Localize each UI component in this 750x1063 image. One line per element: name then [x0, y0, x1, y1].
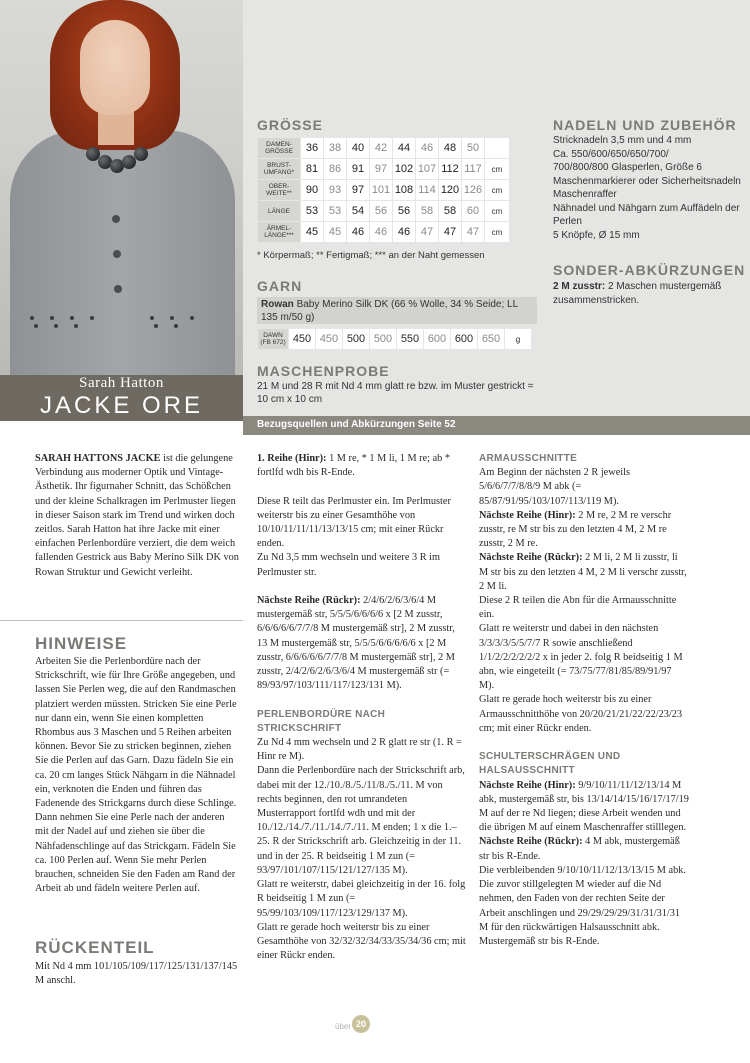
- designer-name: Sarah Hatton: [79, 375, 164, 391]
- size-cell: 60: [462, 201, 485, 222]
- needles-line: 5 Knöpfe, Ø 15 mm: [553, 229, 640, 241]
- size-cell: 97: [347, 180, 370, 201]
- size-table: [257, 137, 510, 243]
- yarn-cell: 600: [451, 329, 478, 350]
- yarn-cell: 500: [343, 329, 370, 350]
- beaded-border-heading: PERLENBORDÜRE NACH STRICKSCHRIFT: [257, 708, 386, 734]
- notes-heading: HINWEISE: [35, 634, 128, 653]
- size-unit: [485, 138, 510, 159]
- size-cell: 53: [324, 201, 347, 222]
- intro-text: SARAH HATTONS JACKE ist die gelungene Verbindung aus moderner Optik und Vintage-Ästhetik. Ihr figurnaher Schnitt, das Schößchen und der kleine Schalkragen im Perlmuster liegen in dieser Saison stark im Trend und wirken doch zeitlos. Sarah Hatton hat ihre Jacke mit einer einfachen Perlenbordüre verziert, die dem weich fallenden Gestrick aus Baby Merino Silk DK von Rowan Struktur und Gewicht verleiht.: [35, 453, 239, 578]
- yarn-cell: 650: [478, 329, 505, 350]
- size-cell: 45: [301, 222, 324, 243]
- size-cell: 101: [370, 180, 393, 201]
- size-cell: 36: [301, 138, 324, 159]
- instructions-column-3: ARMAUSSCHNITTE Am Beginn der nächsten 2 R jeweils 5/6/6/7/7/8/8/9 M abk (= 85/87/91/95/103/107/113/119 M). Nächste Reihe (Hinr): 2 M re, 2 M re verschr zusstr, re M str bis zu den letzten 4 M, 2 M re zusstr, 2 M re. Nächste Reihe (Rückr): 2 M li, 2 M li zusstr, li M str bis zu den letzten 4 M, 2 M li verschr zusstr, 2 M li. Diese 2 R teilen die Abn für die Armausschnitte ein. Glatt re weiterstr und dabei in den nächsten 3/3/3/3/5/5/7/7 R sowie anschließend 1/1/2/2/2/2/2/2 x in jeder 2. folg R beidseitig 1 M abn, wie eingeteilt (= 73/75/77/81/85/89/91/97 M). Glatt re gerade hoch weiterstr bis zu einer Armausschnitthöhe von 20/20/21/21/22/22/23/23 cm; mit einer Rückr enden. SCHULTERSCHRÄGEN UND HALSAUSSCHNITT Nächste Reihe (Hinr): 9/9/10/11/11/12/13/14 M abk, mustergemäß str, bis 13/14/14/15/16/17/17/19 M auf der re Nd liegen; diese Arbeit wenden und die übrigen M auf einem Maschenraffer stilllegen. Nächste Reihe (Rückr): 4 M abk, mustergemäß str bis R-Ende. Die verbleibenden 9/10/10/11/12/13/13/15 M abk. Die zuvor stillgelegten M wieder auf die Nd nehmen, den Faden von der rechten Seite der Arbeit anschlingen und 29/29/29/29/31/31/31/31 M für den rückwärtigen Halsausschnitt abk. Mustergemäß str bis R-Ende.: [479, 453, 689, 947]
- yarn-color-label: DAWN (FB 672): [258, 329, 289, 350]
- yarn-table: [257, 328, 532, 350]
- size-cell: 90: [301, 180, 324, 201]
- size-cell: 102: [393, 159, 416, 180]
- size-cell: 47: [439, 222, 462, 243]
- size-cell: 56: [393, 201, 416, 222]
- yarn-cell: 450: [316, 329, 343, 350]
- size-cell: 91: [347, 159, 370, 180]
- size-cell: 58: [416, 201, 439, 222]
- instructions-column-2: 1. Reihe (Hinr): 1 M re, * 1 M li, 1 M re; ab * fortlfd wdh bis R-Ende. Diese R teilt das Perlmuster ein. Im Perlmuster weiterstr bis zu einer Gesamthöhe von 10/10/11/11/11/13/13/15 cm; mit einer Rückr enden. Zu Nd 3,5 mm wechseln und weitere 3 R im Perlmuster str. Nächste Reihe (Rückr): 2/4/6/2/6/3/6/4 M mustergemäß str, 5/5/5/6/6/6/6 x [2 M zusstr, 6/6/6/6/6/7/7/8 M mustergemäß str], 2 M zusstr, 13 M mustergemäß str, 5/5/5/6/6/6/6/6 x [2 M zusstr, 6/6/6/6/6/7/7/8 M mustergemäß str], 2 M zusstr, 2/4/2/6/2/6/3/6/4 M mustergemäß str (= 89/93/97/103/111/117/123/131 M). PERLENBORDÜRE NACH STRICKSCHRIFT Zu Nd 4 mm wechseln und 2 R glatt re str (1. R = Hinr re M). Dann die Perlenbordüre nach der Strickschrift arb, dabei mit der 12./10./8./5./11/8./5./11. M von rechts beginnen, den rot umrandeten Musterrapport fortlfd wdh und mit der 10./12./14./7./11./14./7./11. M enden; 1 x die 1.–25. R der Strickschrift arb. Gleichzeitig in der 11. und in der 25. R beidseitig 1 M zun (= 93/97/101/107/115/121/127/135 M). Glatt re weiterstr, dabei gleichzeitig in der 16. folg R beidseitig 1 M zun (= 95/99/103/109/117/123/129/137 M). Glatt re gerade hoch weiterstr bis zu einer Gesamthöhe von 32/32/32/34/33/35/34/36 cm; mit einer Rückr enden.: [257, 453, 466, 962]
- needles-list: [553, 134, 748, 242]
- size-cell: 81: [301, 159, 324, 180]
- size-row-label: DAMEN-GRÖSSE: [258, 138, 301, 159]
- size-row: [258, 222, 510, 243]
- size-unit: cm: [485, 180, 510, 201]
- gauge-text: 21 M und 28 R mit Nd 4 mm glatt re bzw. im Muster gestrickt = 10 cm x 10 cm: [257, 381, 534, 405]
- needles-line: 700/800/800 Glasperlen, Größe 6: [553, 162, 702, 173]
- size-cell: 107: [416, 159, 439, 180]
- needles-line: Stricknadeln 3,5 mm und 4 mm: [553, 135, 692, 146]
- special-text: 2 M zusstr: 2 Maschen mustergemäß zusammenstricken.: [553, 281, 722, 306]
- size-unit: cm: [485, 222, 510, 243]
- size-unit: cm: [485, 201, 510, 222]
- size-cell: 108: [393, 180, 416, 201]
- needles-line: Maschenraffer: [553, 189, 617, 200]
- size-row: [258, 159, 510, 180]
- necklace-illustration: [86, 145, 148, 185]
- size-row-label: OBER-WEITE**: [258, 180, 301, 201]
- size-cell: 47: [462, 222, 485, 243]
- size-cell: 126: [462, 180, 485, 201]
- size-row: [258, 138, 510, 159]
- size-row-label: LÄNGE: [258, 201, 301, 222]
- size-cell: 40: [347, 138, 370, 159]
- size-cell: 54: [347, 201, 370, 222]
- yarn-heading: GARN: [257, 278, 303, 294]
- size-cell: 53: [301, 201, 324, 222]
- pearl-border-illustration: [20, 310, 220, 350]
- needles-line: Ca. 550/600/650/650/700/: [553, 148, 669, 160]
- yarn-unit: g: [505, 329, 532, 350]
- size-cell: 112: [439, 159, 462, 180]
- size-cell: 120: [439, 180, 462, 201]
- divider: [0, 620, 243, 621]
- back-heading: RÜCKENTEIL: [35, 938, 155, 957]
- model-photo: [0, 0, 243, 375]
- size-cell: 47: [416, 222, 439, 243]
- back-text: Mit Nd 4 mm 101/105/109/117/125/131/137/145 M anschl.: [35, 961, 238, 987]
- yarn-description: Rowan Baby Merino Silk DK (66 % Wolle, 34 % Seide; LL 135 m/50 g): [257, 297, 537, 324]
- size-row: [258, 180, 510, 201]
- size-cell: 50: [462, 138, 485, 159]
- size-heading: GRÖSSE: [257, 117, 323, 133]
- armholes-heading: ARMAUSSCHNITTE: [479, 453, 578, 464]
- size-cell: 46: [416, 138, 439, 159]
- size-cell: 46: [393, 222, 416, 243]
- gauge-heading: MASCHENPROBE: [257, 363, 390, 379]
- page-number: 20: [352, 1015, 370, 1033]
- size-cell: 86: [324, 159, 347, 180]
- needles-line: Maschenmarkierer oder Sicherheitsnadeln: [553, 175, 741, 187]
- sources-bar: [243, 416, 750, 435]
- size-cell: 42: [370, 138, 393, 159]
- size-cell: 97: [370, 159, 393, 180]
- size-cell: 44: [393, 138, 416, 159]
- yarn-cell: 550: [397, 329, 424, 350]
- size-row-label: ÄRMEL-LÄNGE***: [258, 222, 301, 243]
- size-cell: 93: [324, 180, 347, 201]
- face-illustration: [80, 20, 150, 115]
- size-cell: 117: [462, 159, 485, 180]
- pattern-title: JACKE ORE: [39, 392, 204, 419]
- size-cell: 48: [439, 138, 462, 159]
- size-unit: cm: [485, 159, 510, 180]
- yarn-cell: 450: [289, 329, 316, 350]
- size-cell: 56: [370, 201, 393, 222]
- yarn-cell: 500: [370, 329, 397, 350]
- size-row: [258, 201, 510, 222]
- footer-word: über: [335, 1022, 352, 1031]
- needles-heading: NADELN UND ZUBEHÖR: [553, 117, 737, 133]
- size-cell: 46: [347, 222, 370, 243]
- size-row-label: BRUST-UMFANG*: [258, 159, 301, 180]
- size-cell: 114: [416, 180, 439, 201]
- needles-line: Nähnadel und Nähgarn zum Auffädeln der Perlen: [553, 202, 740, 227]
- size-footnote: * Körpermaß; ** Fertigmaß; *** an der Naht gemessen: [257, 250, 485, 261]
- size-cell: 38: [324, 138, 347, 159]
- yarn-cell: 600: [424, 329, 451, 350]
- shoulders-heading: SCHULTERSCHRÄGEN UND HALSAUSSCHNITT: [479, 751, 621, 777]
- size-cell: 46: [370, 222, 393, 243]
- size-cell: 45: [324, 222, 347, 243]
- sources-link: Bezugsquellen und Abkürzungen Seite 52: [257, 419, 456, 430]
- size-cell: 58: [439, 201, 462, 222]
- notes-text: Arbeiten Sie die Perlenbordüre nach der Strickschrift, wie für Ihre Größe angegeben, und lassen Sie Perlen weg, die auf den Randmaschen platziert werden müssten. Stricken Sie eine Perle nur dann ein, wenn Sie einen kompletten Rhombus aus 3 Maschen und 5 Reihen arbeiten können. Bevor Sie zu stricken beginnen, ziehen Sie die Perlen auf das Garn. Dazu fädeln Sie ein ca. 20 cm langes Stück Nähgarn in die Nähnadel ein, verknoten die Enden und führen das Fadenende des Strickgarns durch diese Schlinge. Dann nehmen Sie eine Perle nach der anderen mit der Nadel auf und ziehen sie über die Nähfadenschlinge auf das Strickgarn. Fädeln Sie ca. 100 Perlen auf. Wenn Sie mehr Perlen brauchen, schneiden Sie den Faden am Rand der Arbeit ab und fädeln weitere Perlen auf.: [35, 656, 237, 895]
- special-heading: SONDER-ABKÜRZUNGEN: [553, 262, 746, 278]
